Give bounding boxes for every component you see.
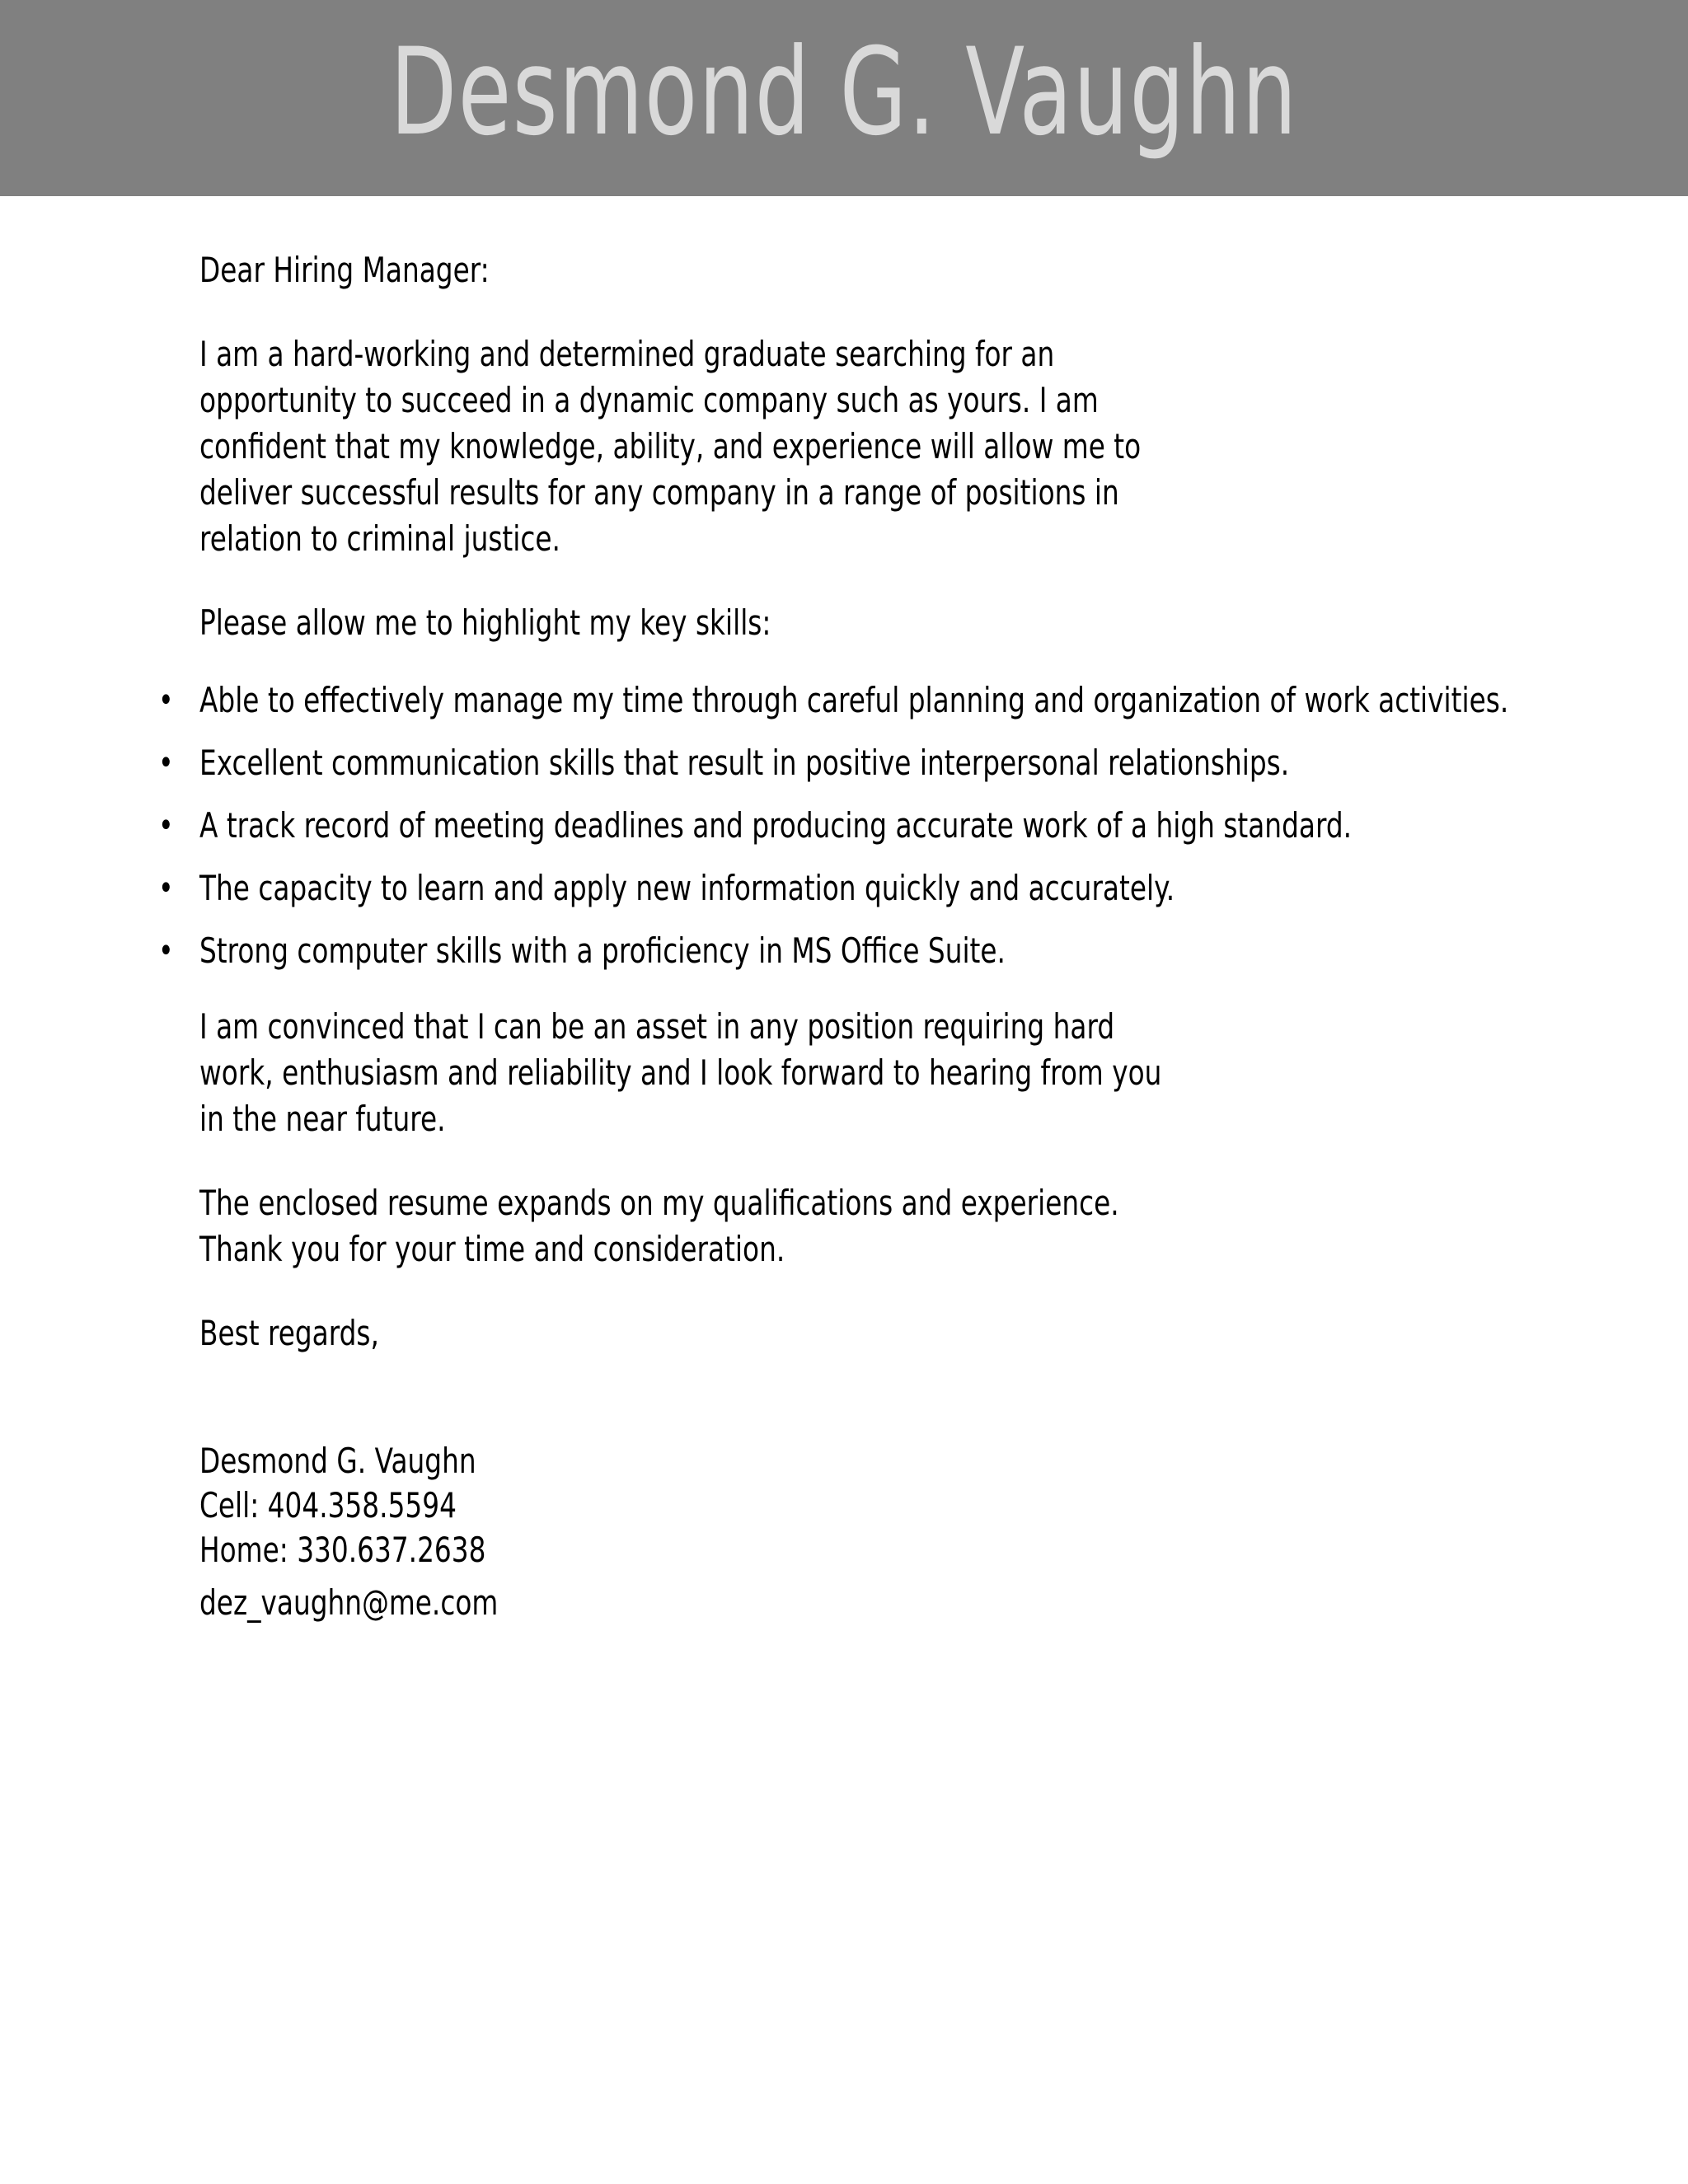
signature-block [199, 1439, 1215, 1625]
list-item [158, 803, 1525, 849]
signature-email: dez_vaughn@me.com [199, 1582, 499, 1623]
signature-cell: Cell: 404.358.5594 [199, 1485, 457, 1526]
enclosure-paragraph: The enclosed resume expands on my qualifications and experience. Thank you for your time and consideration. [199, 1183, 1119, 1269]
header-name: Desmond G. Vaughn [390, 22, 1298, 162]
skills-lead: Please allow me to highlight my key skills: [199, 602, 771, 643]
skill-text: Strong computer skills with a proficiency in MS Office Suite. [199, 930, 1006, 971]
list-item [158, 740, 1525, 786]
skills-list [158, 677, 1525, 974]
bullet-icon: • [158, 932, 174, 970]
bullet-icon: • [158, 869, 174, 907]
list-item [158, 928, 1525, 974]
letter-body [158, 247, 1509, 1625]
skill-text: The capacity to learn and apply new information quickly and accurately. [199, 868, 1175, 908]
signature-home: Home: 330.637.2638 [199, 1530, 486, 1570]
intro-paragraph: I am a hard-working and determined graduate searching for an opportunity to succeed in a dynamic company such as yours. I am confident that my knowledge, ability, and experience will allow me to deliver successful results for any company in a range of positions in relation to criminal justice. [199, 334, 1142, 559]
bullet-icon: • [158, 744, 174, 782]
salutation: Dear Hiring Manager: [199, 250, 490, 290]
bullet-icon: • [158, 807, 174, 845]
skill-text: Able to effectively manage my time through careful planning and organization of work activities. [199, 680, 1509, 720]
skill-text: A track record of meeting deadlines and producing accurate work of a high standard. [199, 805, 1353, 846]
conviction-paragraph: I am convinced that I can be an asset in any position requiring hard work, enthusiasm and reliability and I look forward to hearing from you in the near future. [199, 1006, 1162, 1139]
signature-name: Desmond G. Vaughn [199, 1441, 476, 1481]
bullet-icon: • [158, 682, 174, 719]
list-item [158, 865, 1525, 912]
skill-text: Excellent communication skills that result in positive interpersonal relationships. [199, 743, 1290, 783]
list-item [158, 677, 1525, 724]
closing: Best regards, [199, 1313, 379, 1353]
